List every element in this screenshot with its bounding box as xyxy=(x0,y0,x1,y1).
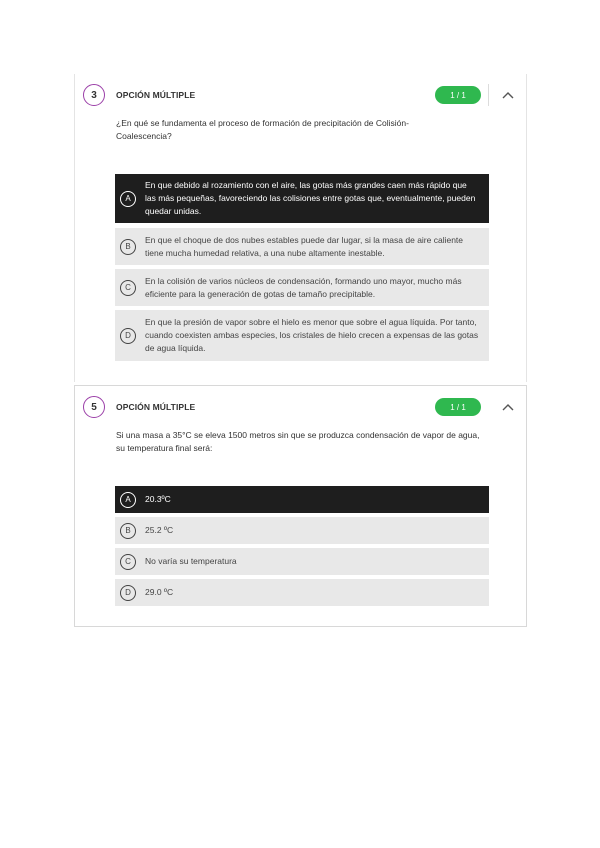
option-a[interactable] xyxy=(115,486,489,513)
question-number: 3 xyxy=(83,84,105,106)
header-divider xyxy=(488,84,489,106)
question-type-label: OPCIÓN MÚLTIPLE xyxy=(116,402,196,412)
option-text: En que el choque de dos nubes estables puede dar lugar, si la masa de aire caliente tiene mucha humedad relativa, a una nube altamente inestable. xyxy=(145,234,464,258)
score-badge: 1 / 1 xyxy=(435,86,481,104)
option-a[interactable] xyxy=(115,174,489,223)
option-c[interactable] xyxy=(115,548,489,575)
option-letter: B xyxy=(120,239,136,255)
question-card-3 xyxy=(74,74,527,382)
option-letter: D xyxy=(120,328,136,344)
question-text: ¿En qué se fundamenta el proceso de formación de precipitación de Colisión-Coalescencia? xyxy=(116,118,409,141)
option-letter: B xyxy=(120,523,136,539)
option-d[interactable] xyxy=(115,579,489,606)
option-c[interactable] xyxy=(115,269,489,306)
chevron-up-icon xyxy=(502,91,514,99)
option-letter: D xyxy=(120,585,136,601)
question-number: 5 xyxy=(83,396,105,418)
collapse-button[interactable] xyxy=(500,400,516,414)
option-letter: A xyxy=(120,191,136,207)
score-badge: 1 / 1 xyxy=(435,398,481,416)
option-text: 25.2 ºC xyxy=(145,525,174,535)
option-letter: C xyxy=(120,280,136,296)
question-card-5 xyxy=(74,385,527,627)
option-text: 29.0 ºC xyxy=(145,587,174,597)
option-letter: C xyxy=(120,554,136,570)
option-text: No varía su temperatura xyxy=(145,556,237,566)
option-text: En que la presión de vapor sobre el hielo es menor que sobre el agua líquida. Por tanto, cuando coexisten ambas especies, los cristales de hielo crecen a expensas de las gotas de agua líquida. xyxy=(145,317,479,353)
option-letter: A xyxy=(120,492,136,508)
option-d[interactable] xyxy=(115,310,489,361)
option-text: 20.3ºC xyxy=(145,494,171,504)
question-type-label: OPCIÓN MÚLTIPLE xyxy=(116,90,196,100)
option-b[interactable] xyxy=(115,228,489,265)
collapse-button[interactable] xyxy=(500,88,516,102)
option-text: En que debido al rozamiento con el aire, las gotas más grandes caen más rápido que las más pequeñas, favoreciendo las colisiones entre gotas que, eventualmente, pueden quedar unidas. xyxy=(145,180,476,216)
option-text: En la colisión de varios núcleos de condensación, formando uno mayor, mucho más eficiente para la generación de gotas de tamaño precipitable. xyxy=(145,275,462,299)
question-text: Si una masa a 35°C se eleva 1500 metros sin que se produzca condensación de vapor de agua, su temperatura final será: xyxy=(116,430,480,453)
chevron-up-icon xyxy=(502,403,514,411)
option-b[interactable] xyxy=(115,517,489,544)
